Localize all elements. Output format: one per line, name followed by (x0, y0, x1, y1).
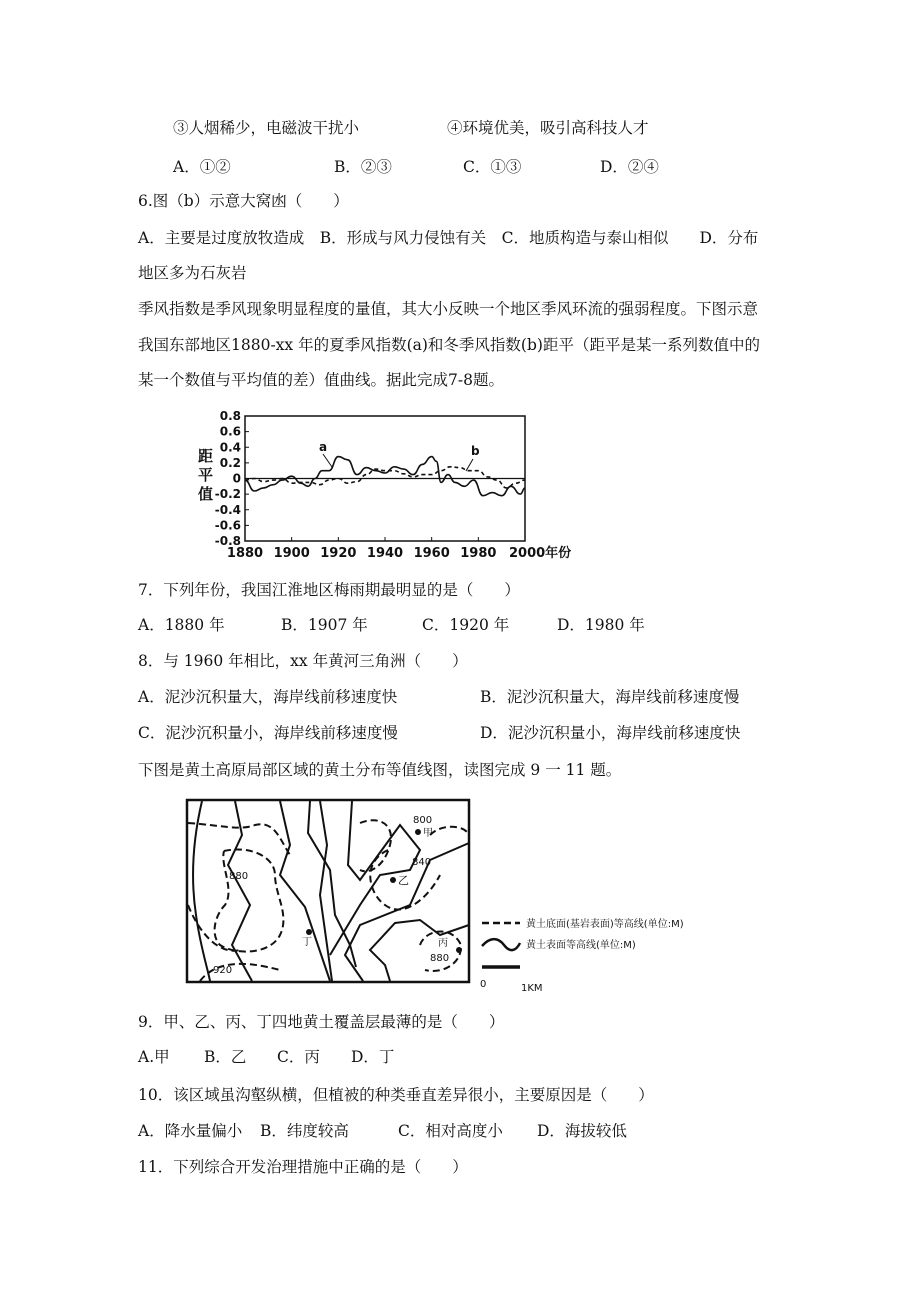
point-bing (456, 947, 462, 953)
contour-label-920: 920 (213, 965, 233, 976)
q8-option-a: A．泥沙沉积量大，海岸线前移速度快 (138, 688, 398, 706)
q7-stem: 7．下列年份，我国江淮地区梅雨期最明显的是（ ） (138, 581, 520, 599)
x-tick-label: 1980 (460, 546, 497, 561)
place-jia: 甲 (423, 828, 433, 839)
q8-stem: 8．与 1960 年相比，xx 年黄河三角洲（ ） (138, 652, 468, 670)
place-ding: 丁 (302, 937, 312, 948)
surface-contour (308, 801, 356, 967)
contour-label-880-west: 880 (229, 871, 249, 882)
q6-options-line1: A．主要是过度放牧造成 B．形成与风力侵蚀有关 C．地质构造与泰山相似 D．分布 (138, 229, 759, 247)
q11-stem: 11．下列综合开发治理措施中正确的是（ ） (138, 1158, 468, 1176)
surface-contour (345, 843, 469, 981)
x-tick-label: 1920 (320, 546, 357, 561)
y-tick-label: -0.2 (214, 487, 241, 502)
q6-options-line2: 地区多为石灰岩 (138, 264, 247, 282)
point-jia (415, 829, 421, 835)
q7-option-a: A．1880 年 (138, 616, 225, 634)
y-tick-label: -0.8 (214, 534, 241, 548)
monsoon-index-chart (190, 405, 572, 565)
q10-option-d: D．海拔较低 (537, 1122, 627, 1140)
legend-solid-line (482, 939, 520, 950)
q9-option-b: B．乙 (204, 1048, 247, 1066)
surface-contour (228, 801, 252, 981)
legend-dashed-text: 黄土底面(基岩表面)等高线(单位:M) (526, 919, 684, 930)
q9-stem: 9．甲、乙、丙、丁四地黄土覆盖层最薄的是（ ） (138, 1013, 505, 1031)
bedrock-contour (430, 827, 469, 835)
point-ding (306, 929, 312, 935)
place-yi: 乙 (398, 874, 409, 887)
series-label-a: a (319, 440, 328, 454)
bedrock-contour (200, 964, 280, 981)
bedrock-contour (215, 849, 284, 951)
q10-option-c: C．相对高度小 (398, 1122, 503, 1140)
intro-9-11: 下图是黄土高原局部区域的黄土分布等值线图，读图完成 9 一 11 题。 (138, 761, 622, 779)
loess-contour-map (180, 795, 740, 1000)
y-tick-label: 0.8 (219, 409, 241, 423)
y-tick-label: 0.2 (219, 455, 241, 470)
q10-stem: 10．该区域虽沟壑纵横，但植被的种类垂直差异很小，主要原因是（ ） (138, 1086, 654, 1104)
series-b-leader (466, 459, 473, 471)
contour-label-880-east: 880 (430, 953, 450, 964)
x-tick-label: 1960 (413, 546, 450, 561)
chart-ylabel-3: 值 (198, 485, 214, 503)
q9-option-c: C．丙 (277, 1048, 320, 1066)
legend-solid-text: 黄土表面等高线(单位:M) (526, 940, 636, 951)
surface-contour (280, 801, 330, 981)
q9-option-a: A.甲 (138, 1048, 170, 1066)
q8-option-c: C．泥沙沉积量小，海岸线前移速度慢 (138, 724, 398, 742)
q7-option-c: C．1920 年 (422, 616, 510, 634)
intro-7-8-line1: 季风指数是季风现象明显程度的量值，其大小反映一个地区季风环流的强弱程度。下图示意 (138, 300, 759, 318)
chart-ylabel-2: 平 (198, 466, 214, 484)
q5-item-3: ③人烟稀少，电磁波干扰小 (173, 119, 360, 137)
intro-7-8-line3: 某一个数值与平均值的差）值曲线。据此完成7-8题。 (138, 371, 504, 389)
y-tick-label: 0.6 (219, 424, 241, 439)
bedrock-contour (360, 820, 391, 871)
q10-option-b: B．纬度较高 (260, 1122, 349, 1140)
y-tick-label: 0 (232, 471, 241, 486)
intro-7-8-line2: 我国东部地区1880-xx 年的夏季风指数(a)和冬季风指数(b)距平（距平是某一系列数值中的 (138, 336, 760, 354)
q5-option-a: A．①② (173, 158, 231, 176)
q10-option-a: A．降水量偏小 (138, 1122, 243, 1140)
q6-stem: 6.图（b）示意大窝凼（ ） (138, 192, 349, 210)
q7-option-d: D．1980 年 (557, 616, 645, 634)
contour-label-800: 800 (413, 815, 433, 826)
x-tick-label: 1900 (273, 546, 310, 561)
point-yi (390, 877, 396, 883)
y-tick-label: 0.4 (219, 440, 241, 455)
place-bing: 丙 (438, 938, 448, 949)
q5-option-c: C．①③ (463, 158, 522, 176)
q9-option-d: D．丁 (351, 1048, 395, 1066)
contour-label-840: 840 (412, 857, 432, 868)
x-tick-label: 1940 (366, 546, 404, 561)
y-tick-label: -0.6 (214, 518, 241, 533)
scale-zero: 0 (480, 979, 487, 990)
x-tick-label: 2000年份 (509, 546, 572, 561)
q5-item-4: ④环境优美，吸引高科技人才 (447, 119, 649, 137)
y-tick-label: -0.4 (214, 502, 241, 517)
surface-contour (193, 801, 210, 981)
q7-option-b: B．1907 年 (281, 616, 368, 634)
q8-option-d: D．泥沙沉积量小，海岸线前移速度快 (480, 724, 741, 742)
series-label-b: b (471, 444, 480, 458)
q5-option-d: D．②④ (600, 158, 659, 176)
scale-km: 1KM (521, 983, 543, 994)
x-tick-label: 1880 (226, 546, 264, 561)
q8-option-b: B．泥沙沉积量大，海岸线前移速度慢 (480, 688, 740, 706)
q5-option-b: B．②③ (334, 158, 392, 176)
chart-ylabel-1: 距 (198, 447, 214, 465)
series-line-a (245, 457, 525, 496)
surface-contour (370, 920, 469, 981)
series-a-leader (323, 454, 332, 467)
